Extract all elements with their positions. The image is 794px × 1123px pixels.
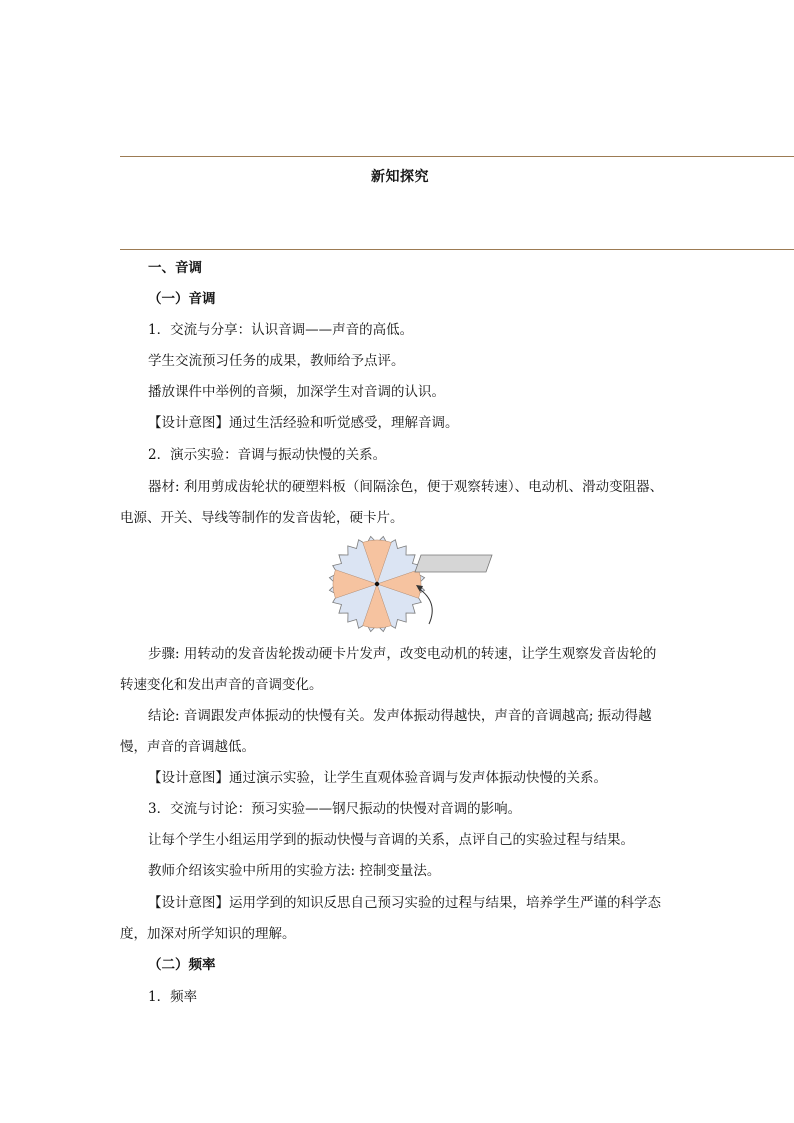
paragraph-line: 步骤: 用转动的发音齿轮拨动硬卡片发声，改变电动机的转速，让学生观察发音齿轮的	[148, 646, 657, 662]
subheading-2: （二）频率	[148, 957, 216, 973]
hard-card	[415, 555, 492, 572]
heading-1: 一、音调	[148, 260, 202, 276]
paragraph-line: 1．交流与分享：认识音调——声音的高低。	[148, 322, 414, 338]
header-rule-bottom	[120, 249, 794, 250]
section-title: 新知探究	[371, 169, 429, 185]
design-intent-line: 【设计意图】通过演示实验，让学生直观体验音调与发声体振动快慢的关系。	[148, 770, 607, 786]
paragraph-line: 1．频率	[148, 989, 198, 1005]
paragraph-line: 播放课件中举例的音频，加深学生对音调的认识。	[148, 384, 445, 400]
gear-illustration	[326, 534, 494, 636]
paragraph-line: 电源、开关、导线等制作的发音齿轮，硬卡片。	[120, 510, 404, 526]
paragraph-line: 慢，声音的音调越低。	[120, 739, 255, 755]
paragraph-line: 让每个学生小组运用学到的振动快慢与音调的关系，点评自己的实验过程与结果。	[148, 832, 634, 848]
subheading-1: （一）音调	[148, 291, 216, 307]
gear-card-figure	[326, 534, 494, 636]
paragraph-line: 转速变化和发出声音的音调变化。	[120, 677, 323, 693]
gear-axle	[375, 582, 379, 586]
design-intent-line: 【设计意图】通过生活经验和听觉感受，理解音调。	[148, 415, 459, 431]
paragraph-line: 2．演示实验：音调与振动快慢的关系。	[148, 447, 387, 463]
paragraph-line: 3．交流与讨论：预习实验——钢尺振动的快慢对音调的影响。	[148, 801, 522, 817]
paragraph-line: 教师介绍该实验中所用的实验方法: 控制变量法。	[148, 863, 441, 879]
paragraph-line: 学生交流预习任务的成果，教师给予点评。	[148, 353, 405, 369]
paragraph-line: 结论: 音调跟发声体振动的快慢有关。发声体振动得越快，声音的音调越高; 振动得越	[148, 708, 652, 724]
paragraph-line: 器材: 利用剪成齿轮状的硬塑料板（间隔涂色，便于观察转速）、电动机、滑动变阻器、	[148, 479, 664, 495]
paragraph-line: 度，加深对所学知识的理解。	[120, 926, 296, 942]
header-rule-top	[120, 156, 794, 157]
design-intent-line: 【设计意图】运用学到的知识反思自己预习实验的过程与结果，培养学生严谨的科学态	[148, 895, 661, 911]
